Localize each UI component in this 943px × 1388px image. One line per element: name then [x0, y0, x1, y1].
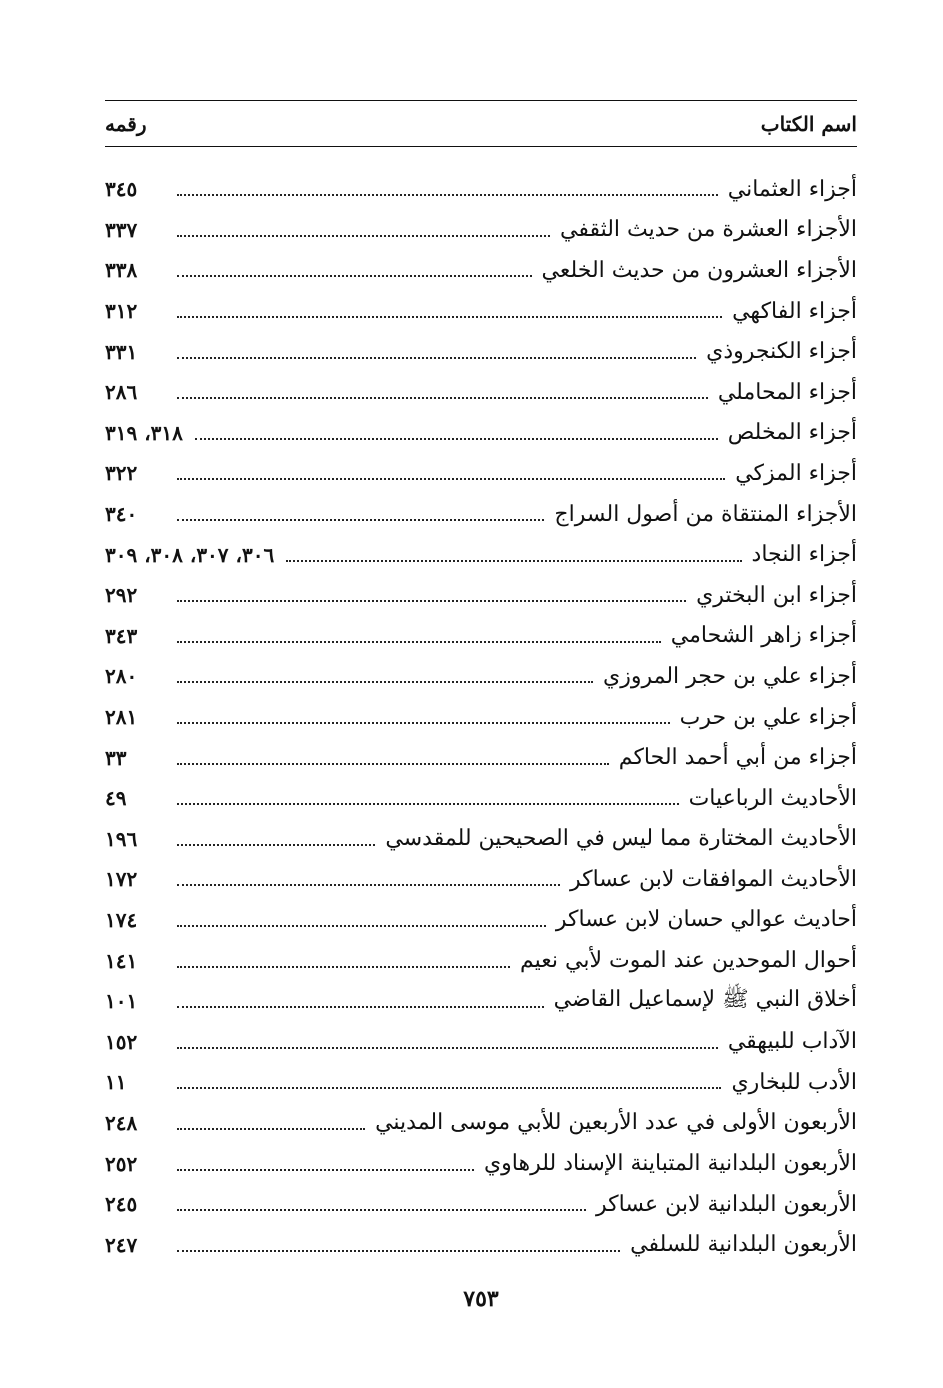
entry-pages: ١٤١: [105, 948, 138, 973]
index-entry: [105, 453, 857, 494]
dot-leader: [177, 1047, 718, 1049]
index-entry: [105, 1103, 857, 1144]
page-number: ٧٥٣: [463, 1286, 499, 1312]
dot-leader: [177, 641, 661, 643]
entry-pages: ٣٤٣: [105, 623, 138, 648]
entry-pages: ٢٨١: [105, 705, 138, 730]
entry-pages: ٢٨٠: [105, 664, 138, 689]
index-entry: [105, 1184, 857, 1225]
dot-leader: [177, 722, 670, 724]
index-page: [105, 96, 857, 1336]
index-entry: [105, 372, 857, 413]
entry-pages: ١٩٦: [105, 826, 138, 851]
index-entry: [105, 819, 857, 860]
dot-leader: [177, 925, 546, 927]
header-number-column: رقمه: [105, 112, 147, 136]
entry-title: أجزاء علي بن حرب: [679, 704, 857, 730]
dot-leader: [177, 1128, 365, 1130]
dot-leader: [177, 1169, 474, 1171]
dot-leader: [177, 681, 593, 683]
index-entry: [105, 1224, 857, 1265]
index-entry: [105, 575, 857, 616]
index-entry: [105, 169, 857, 210]
entry-pages: ١٧٢: [105, 867, 138, 892]
entry-title: أجزاء من أبي أحمد الحاكم: [618, 745, 857, 771]
dot-leader: [195, 438, 718, 440]
dot-leader: [177, 884, 560, 886]
entry-title: الآداب للبيهقي: [727, 1029, 857, 1055]
index-entry: [105, 737, 857, 778]
entry-title: أجزاء ابن البختري: [696, 582, 857, 608]
entry-title: الأجزاء العشرون من حديث الخلعي: [541, 257, 857, 283]
entry-title: الأجزاء العشرة من حديث الثقفي: [560, 217, 857, 243]
dot-leader: [177, 966, 510, 968]
index-entry: [105, 1021, 857, 1062]
index-entry: [105, 616, 857, 657]
index-entry: [105, 1062, 857, 1103]
entry-pages: ٣١٨، ٣١٩: [105, 420, 183, 445]
entry-title: الأدب للبخاري: [731, 1069, 857, 1095]
index-entry: [105, 656, 857, 697]
entry-title: أحاديث عوالي حسان لابن عساكر: [555, 907, 857, 933]
entry-title: أجزاء المحاملي: [717, 379, 857, 405]
entry-title: الأربعون البلدانية للسلفي: [630, 1232, 857, 1258]
entry-title: أجزاء المخلص: [727, 420, 857, 446]
entry-pages: ٣١٢: [105, 299, 138, 324]
entry-pages: ٣٠٦، ٣٠٧، ٣٠٨، ٣٠٩: [105, 542, 275, 567]
entry-title: أجزاء النجاد: [751, 542, 857, 568]
index-entry: [105, 331, 857, 372]
dot-leader: [177, 357, 696, 359]
entry-pages: ٣٤٥: [105, 177, 138, 202]
entry-title: أجزاء الكنجروذي: [706, 339, 857, 365]
header-title-column: اسم الكتاب: [760, 112, 857, 136]
entry-title: الأحاديث المختارة مما ليس في الصحيحين للمقدسي: [385, 826, 857, 852]
entry-pages: ١٥٢: [105, 1029, 138, 1054]
entry-title: الأربعون البلدانية لابن عساكر: [596, 1191, 857, 1217]
entry-pages: ٣٤٠: [105, 502, 138, 527]
entry-pages: ٢٥٢: [105, 1151, 138, 1176]
dot-leader: [177, 1006, 544, 1008]
dot-leader: [177, 600, 686, 602]
index-entries: [105, 169, 857, 1265]
entry-pages: ٣٢٢: [105, 461, 138, 486]
entry-title: الأربعون البلدانية المتباينة الإسناد للرهاوي: [483, 1151, 857, 1177]
top-rule: [105, 100, 857, 101]
dot-leader: [177, 763, 609, 765]
entry-pages: ٤٩: [105, 786, 127, 811]
dot-leader: [177, 1209, 586, 1211]
dot-leader: [177, 803, 679, 805]
index-entry: [105, 859, 857, 900]
entry-title: الأحاديث الموافقات لابن عساكر: [569, 866, 857, 892]
entry-title: الأجزاء المنتقاة من أصول السراج: [554, 501, 857, 527]
entry-title: أحوال الموحدين عند الموت لأبي نعيم: [519, 948, 857, 974]
index-entry: [105, 250, 857, 291]
entry-title: أخلاق النبي ﷺ لإسماعيل القاضي: [553, 987, 857, 1013]
entry-pages: ١١: [105, 1070, 127, 1095]
entry-title: الأحاديث الرباعيات: [688, 785, 857, 811]
dot-leader: [177, 194, 718, 196]
entry-title: أجزاء زاهر الشحامي: [670, 623, 857, 649]
index-entry: [105, 900, 857, 941]
dot-leader: [177, 519, 544, 521]
index-entry: [105, 981, 857, 1022]
dot-leader: [177, 478, 725, 480]
dot-leader: [177, 316, 722, 318]
index-entry: [105, 413, 857, 454]
index-entry: [105, 1143, 857, 1184]
dot-leader: [177, 1087, 721, 1089]
entry-title: أجزاء علي بن حجر المروزي: [603, 663, 857, 689]
index-entry: [105, 291, 857, 332]
dot-leader: [286, 560, 741, 562]
entry-title: أجزاء المزكي: [735, 460, 857, 486]
index-entry: [105, 697, 857, 738]
entry-pages: ٢٤٧: [105, 1232, 138, 1257]
table-header: [105, 106, 857, 142]
dot-leader: [177, 844, 375, 846]
dot-leader: [177, 1250, 620, 1252]
entry-pages: ٣٣٧: [105, 217, 138, 242]
entry-pages: ٣٣٨: [105, 258, 138, 283]
index-entry: [105, 940, 857, 981]
entry-pages: ٣٣١: [105, 339, 138, 364]
entry-pages: ٢٨٦: [105, 380, 138, 405]
entry-pages: ١٠١: [105, 989, 138, 1014]
entry-title: أجزاء الفاكهي: [732, 298, 857, 324]
dot-leader: [177, 397, 708, 399]
entry-title: أجزاء العثماني: [727, 176, 857, 202]
entry-pages: ٢٤٨: [105, 1110, 138, 1135]
index-entry: [105, 778, 857, 819]
entry-pages: ١٧٤: [105, 907, 138, 932]
entry-title: الأربعون الأولى في عدد الأربعين للأبي موسى المديني: [375, 1110, 857, 1136]
index-entry: [105, 494, 857, 535]
entry-pages: ٢٤٥: [105, 1192, 138, 1217]
index-entry: [105, 534, 857, 575]
entry-pages: ٣٣: [105, 745, 127, 770]
dot-leader: [177, 275, 532, 277]
index-entry: [105, 210, 857, 251]
entry-pages: ٢٩٢: [105, 583, 138, 608]
header-rule: [105, 146, 857, 147]
dot-leader: [177, 235, 550, 237]
